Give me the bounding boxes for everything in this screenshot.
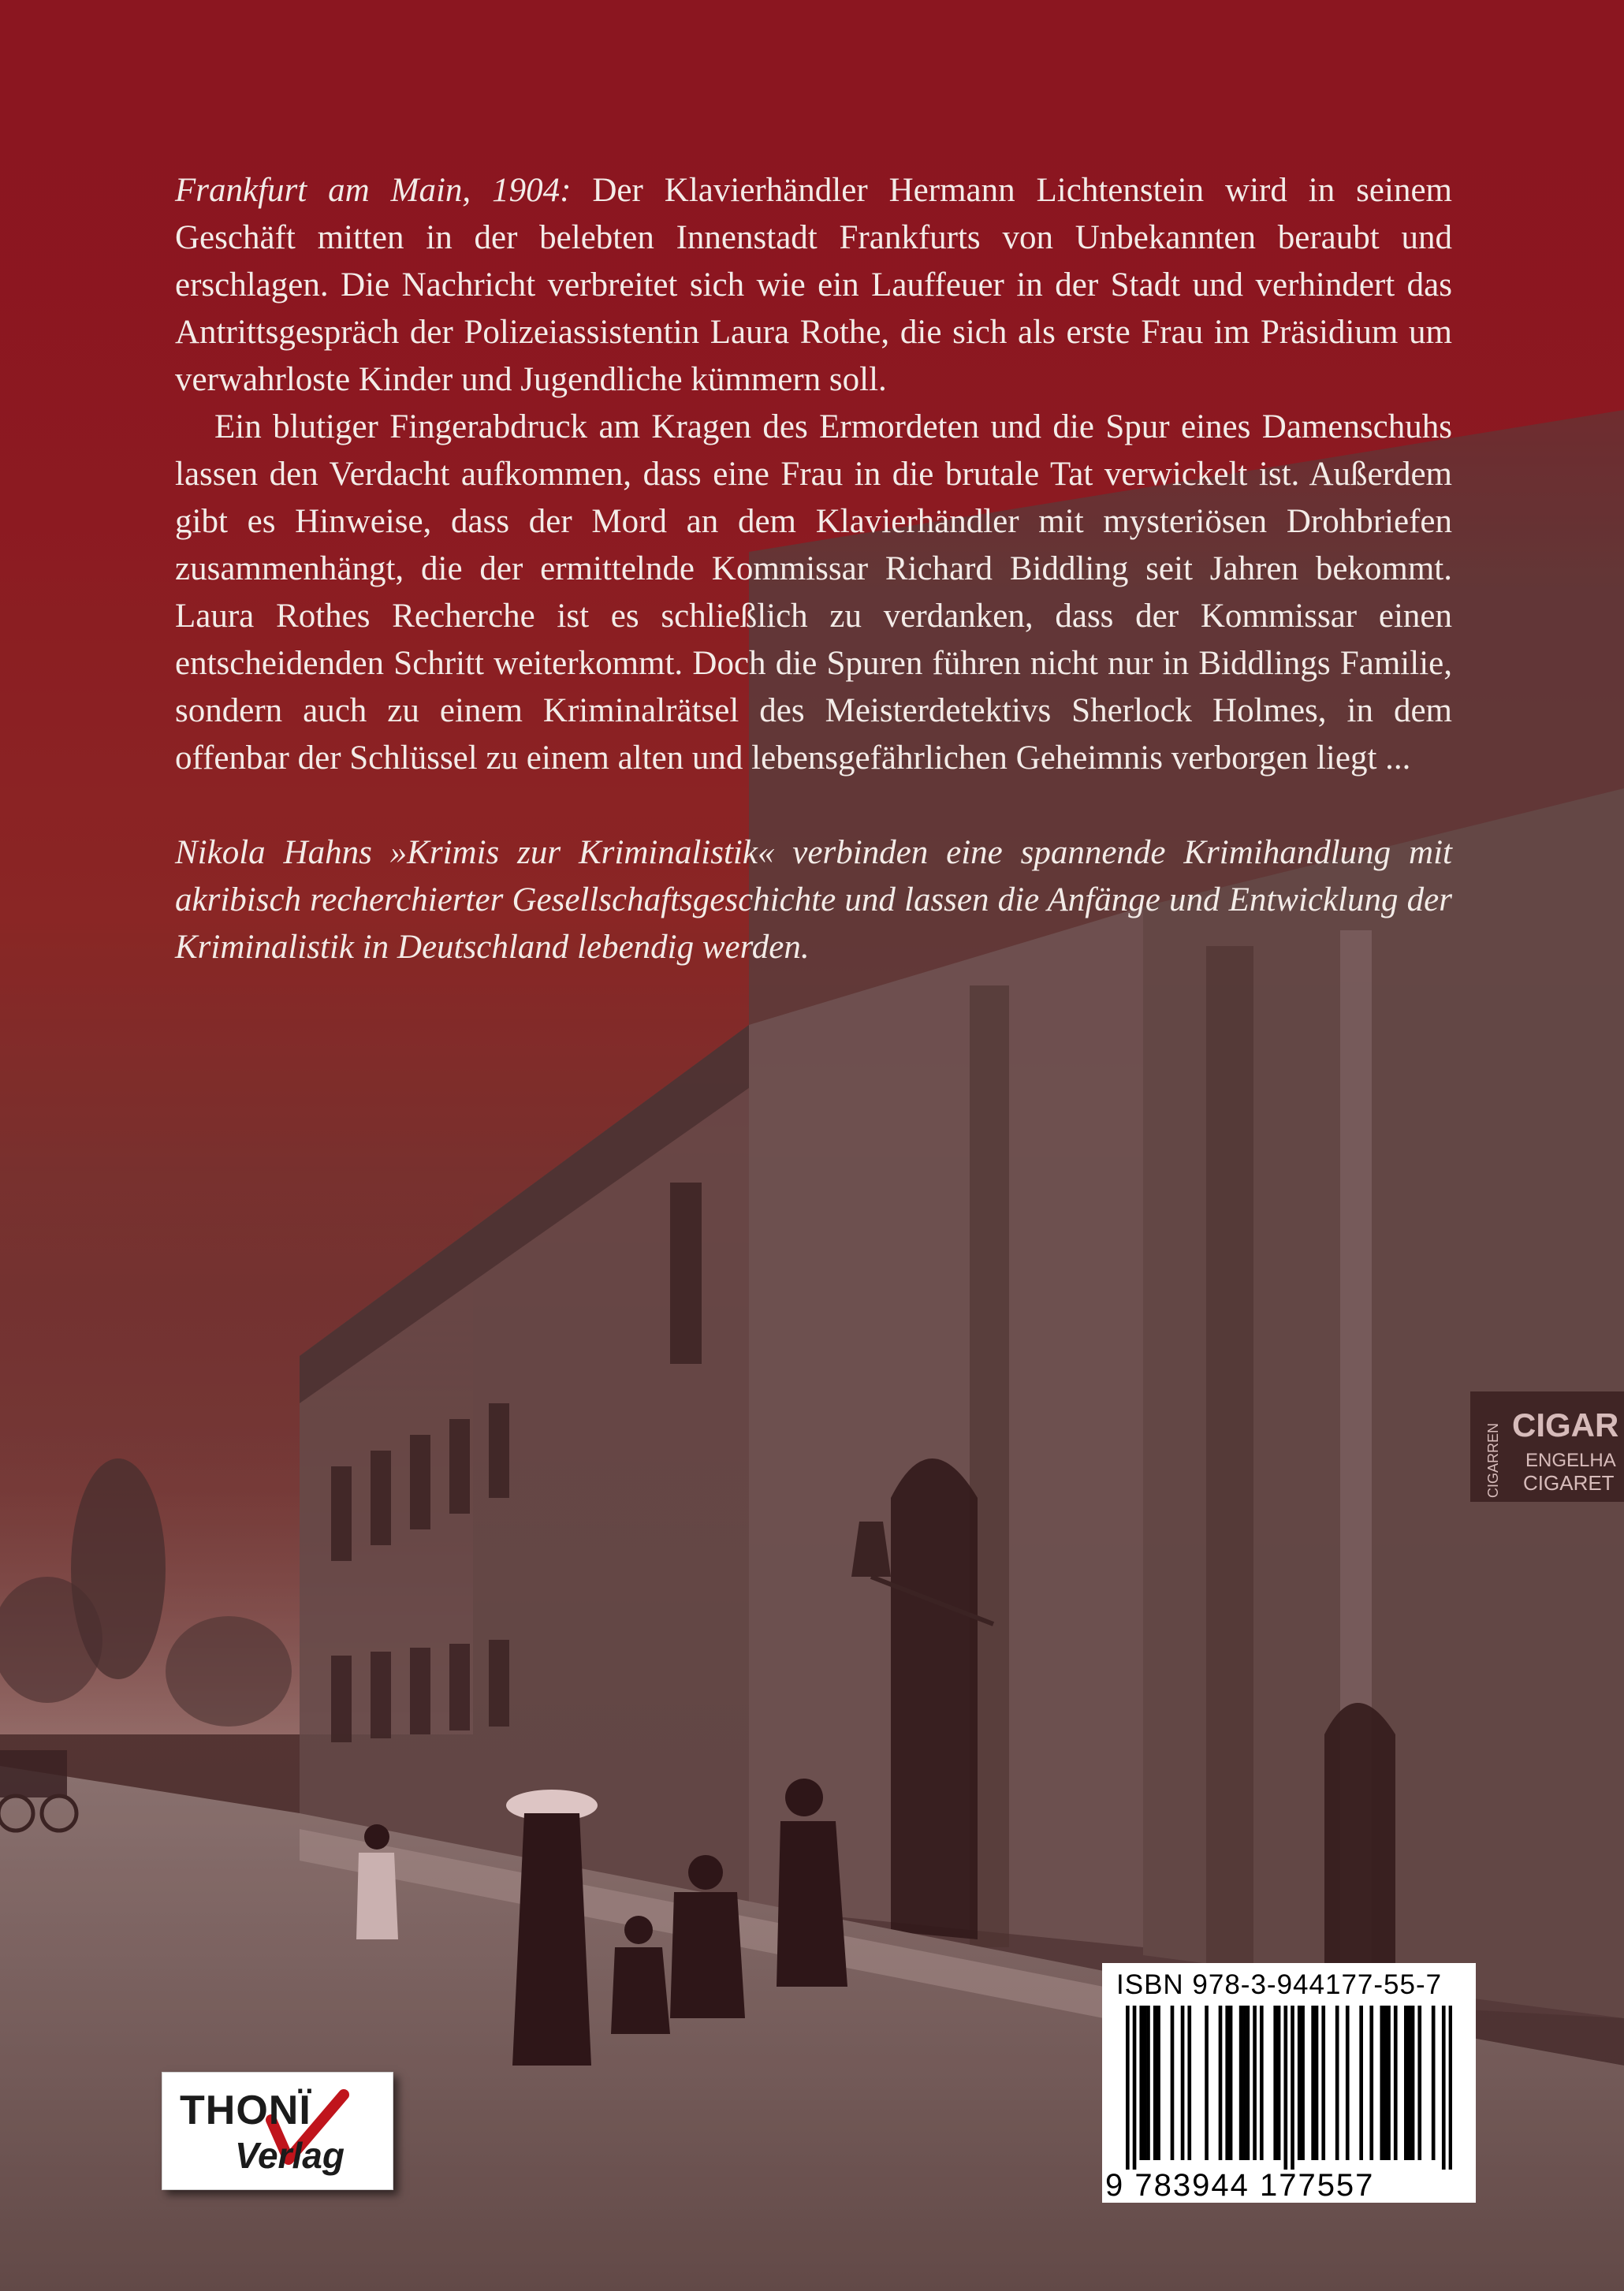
barcode-bar xyxy=(1246,2006,1250,2160)
barcode-bar xyxy=(1260,2006,1264,2160)
barcode-bar xyxy=(1449,2006,1452,2170)
barcode-bar xyxy=(1301,2006,1305,2160)
barcode-bar xyxy=(1346,2006,1350,2160)
cover-blurb xyxy=(175,167,1452,971)
barcode-bar xyxy=(1143,2006,1147,2160)
barcode-bar xyxy=(1442,2006,1446,2170)
barcode-bar xyxy=(1359,2006,1363,2160)
barcode-bar xyxy=(1205,2006,1209,2160)
barcode-bar xyxy=(1283,2006,1287,2170)
publisher-logo-top: THONÏ xyxy=(180,2088,311,2133)
barcode-bar xyxy=(1315,2006,1319,2160)
barcode-bar xyxy=(1407,2006,1411,2160)
publisher-logo-bottom: Verlag xyxy=(235,2135,345,2176)
barcode-bar xyxy=(1153,2006,1157,2160)
barcode-bar xyxy=(1139,2006,1143,2160)
barcode-bar xyxy=(1321,2006,1325,2160)
barcode-bar xyxy=(1225,2006,1229,2160)
sign-side: CIGARREN xyxy=(1485,1422,1501,1498)
barcode-bar xyxy=(1242,2006,1246,2160)
barcode-bar xyxy=(1157,2006,1160,2160)
barcode-bar xyxy=(1404,2006,1408,2160)
barcode-bar xyxy=(1384,2006,1387,2160)
sign-line-1: CIGAR xyxy=(1512,1406,1619,1444)
series-tagline: Nikola Hahns »Krimis zur Kriminalistik« verbinden eine spannende Krimihandlung mit akribisch recherchierter Gesellschaftsgeschichte und lassen die Anfänge und Entwicklung der Kriminalistik in Deutschland lebendig werden. xyxy=(175,834,1452,966)
barcode-bars xyxy=(1126,2006,1452,2170)
isbn-label: ISBN 978-3-944177-55-7 xyxy=(1116,1969,1443,2000)
sign-line-2: ENGELHA xyxy=(1525,1450,1616,1471)
barcode-bar xyxy=(1187,2006,1191,2160)
barcode-bar xyxy=(1229,2006,1233,2160)
publisher-logo xyxy=(162,2072,393,2190)
barcode-bar xyxy=(1335,2006,1339,2160)
barcode-bar xyxy=(1181,2006,1185,2160)
barcode-bar xyxy=(1146,2006,1150,2160)
barcode-bar xyxy=(1369,2006,1373,2160)
barcode-bar xyxy=(1432,2006,1436,2160)
barcode-bar xyxy=(1277,2006,1281,2160)
barcode-bar xyxy=(1273,2006,1277,2160)
ean-digits: 9 783944 177557 xyxy=(1105,2168,1375,2203)
blurb-paragraph-2: Ein blutiger Fingerabdruck am Kragen des Ermordeten und die Spur eines Damenschuhs lassen den Verdacht aufkommen, dass eine Frau in die brutale Tat verwickelt ist. Außerdem gibt es Hinweise, dass der Mord an dem Klavierhändler mit mysteriösen Drohbriefen zusammenhängt, die der ermittelnde Kommissar Richard Biddling seit Jahren bekommt. Laura Rothes Recherche ist es schließlich zu verdanken, dass der Kommissar einen entscheidenden Schritt weiterkommt. Doch die Spuren führen nicht nur in Biddlings Familie, sondern auch zu einem Kriminalrätsel des Meisterdetektivs Sherlock Holmes, in dem offenbar der Schlüssel zu einem alten und lebensgefährlichen Geheimnis verborgen liegt ... xyxy=(175,408,1452,777)
blurb-paragraph-1 xyxy=(175,167,1452,404)
barcode-bar xyxy=(1126,2006,1130,2170)
barcode-bar xyxy=(1311,2006,1315,2160)
barcode-bar xyxy=(1239,2006,1243,2160)
barcode-bar xyxy=(1171,2006,1175,2160)
blurb-place-date: Frankfurt am Main, 1904: xyxy=(175,172,572,209)
barcode-bar xyxy=(1291,2006,1294,2170)
barcode-bar xyxy=(1133,2006,1137,2170)
barcode-bar xyxy=(1219,2006,1223,2160)
sign-line-3: CIGARET xyxy=(1523,1471,1615,1495)
barcode-bar xyxy=(1411,2006,1415,2160)
barcode-bar xyxy=(1298,2006,1302,2160)
barcode-bar xyxy=(1417,2006,1421,2160)
blurb-paragraph-1-text: Der Klavierhändler Hermann Lichtenstein wird in seinem Geschäft mitten in der belebten Innenstadt Frankfurts von Unbekannten beraubt und erschlagen. Die Nachricht verbreitet sich wie ein Lauffeuer in der Stadt und verhindert das Antrittsgespräch der Polizeiassistentin Laura Rothe, die sich als erste Frau im Präsidium um verwahrloste Kinder und Jugendliche kümmern soll. xyxy=(175,172,1452,398)
barcode-bar xyxy=(1387,2006,1391,2160)
isbn-barcode xyxy=(1102,1963,1476,2203)
barcode-bar xyxy=(1394,2006,1398,2160)
barcode-bar xyxy=(1253,2006,1257,2160)
barcode-bar xyxy=(1380,2006,1384,2160)
